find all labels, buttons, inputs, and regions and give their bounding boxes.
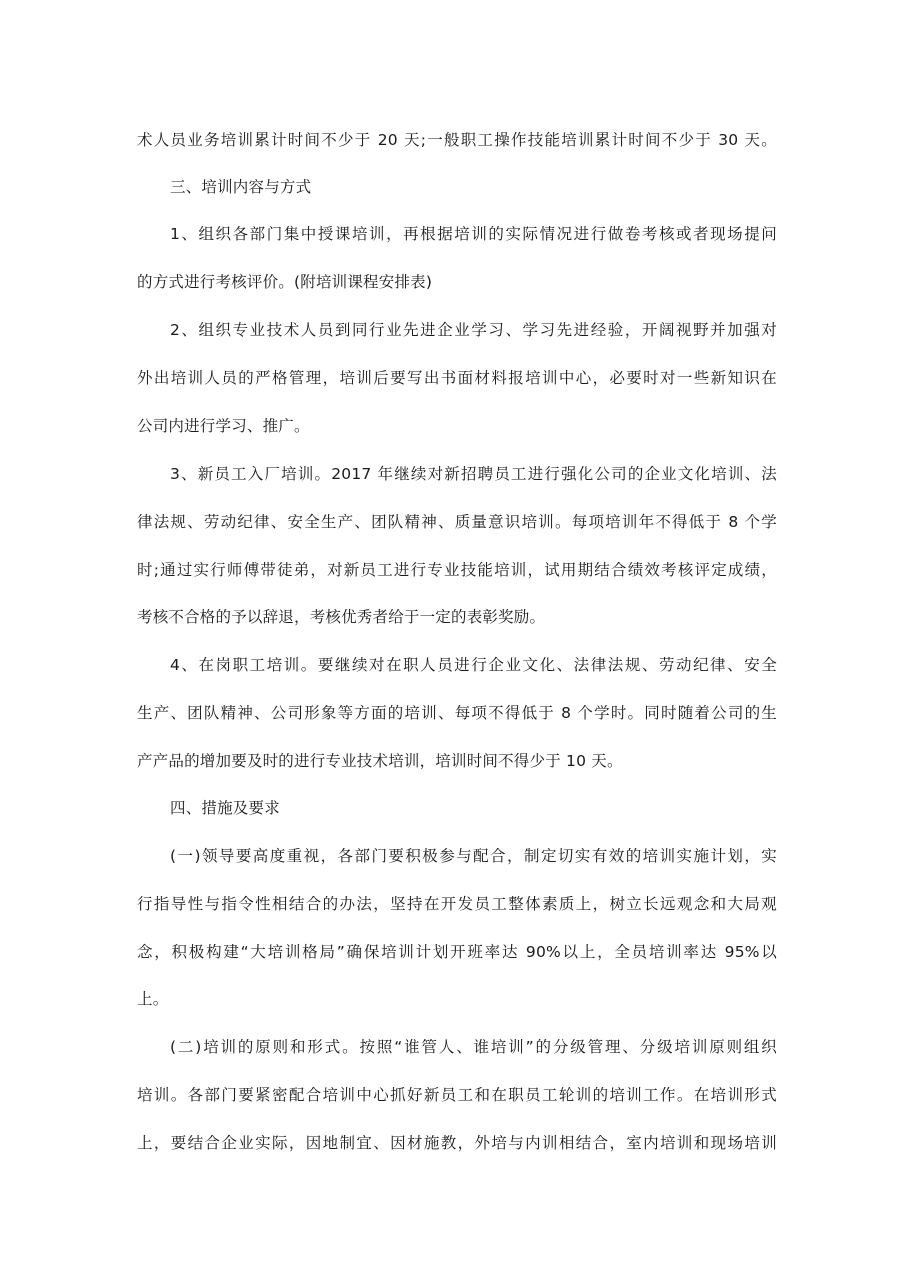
text-line: 2、组织专业技术人员到同行业先进企业学习、学习先进经验，开阔视野并加强对 [170,321,777,339]
text-line: 生产、团队精神、公司形象等方面的培训、每项不得低于 8 个学时。同时随着公司的生 [137,704,777,722]
text-line: 公司内进行学习、推广。 [137,417,310,435]
text-line: 行指导性与指令性相结合的办法，坚持在开发员工整体素质上，树立长远观念和大局观 [137,895,777,913]
text-line: 考核不合格的予以辞退，考核优秀者给于一定的表彰奖励。 [137,608,546,626]
text-line: 产产品的增加要及时的进行专业技术培训，培训时间不得少于 10 天。 [137,752,623,770]
text-line: 律法规、劳动纪律、安全生产、团队精神、质量意识培训。每项培训年不得低于 8 个学 [137,513,777,531]
text-line: 时;通过实行师傅带徒弟，对新员工进行专业技能培训，试用期结合绩效考核评定成绩， [137,561,777,579]
section-heading: 四、措施及要求 [170,799,280,817]
text-line: 1、组织各部门集中授课培训，再根据培训的实际情况进行做卷考核或者现场提问 [170,225,777,243]
text-line: 上。 [137,990,169,1008]
section-heading: 三、培训内容与方式 [170,178,312,196]
text-line: 3、新员工入厂培训。2017 年继续对新招聘员工进行强化公司的企业文化培训、法 [170,465,777,483]
text-line: (一)领导要高度重视，各部门要积极参与配合，制定切实有效的培训实施计划，实 [170,847,777,865]
text-line: 培训。各部门要紧密配合培训中心抓好新员工和在职员工轮训的培训工作。在培训形式 [137,1086,777,1104]
text-line: 念，积极构建“大培训格局”确保培训计划开班率达 90%以上，全员培训率达 95%以 [137,943,777,961]
text-line: 上，要结合企业实际，因地制宜、因材施教，外培与内训相结合，室内培训和现场培训 [137,1134,777,1152]
text-line: 4、在岗职工培训。要继续对在职人员进行企业文化、法律法规、劳动纪律、安全 [170,656,777,674]
text-line: 的方式进行考核评价。(附培训课程安排表) [137,273,433,291]
text-line: (二)培训的原则和形式。按照“谁管人、谁培训”的分级管理、分级培训原则组织 [170,1038,777,1056]
text-line: 外出培训人员的严格管理，培训后要写出书面材料报培训中心，必要时对一些新知识在 [137,369,777,387]
text-line: 术人员业务培训累计时间不少于 20 天;一般职工操作技能培训累计时间不少于 30 天。 [137,131,777,149]
